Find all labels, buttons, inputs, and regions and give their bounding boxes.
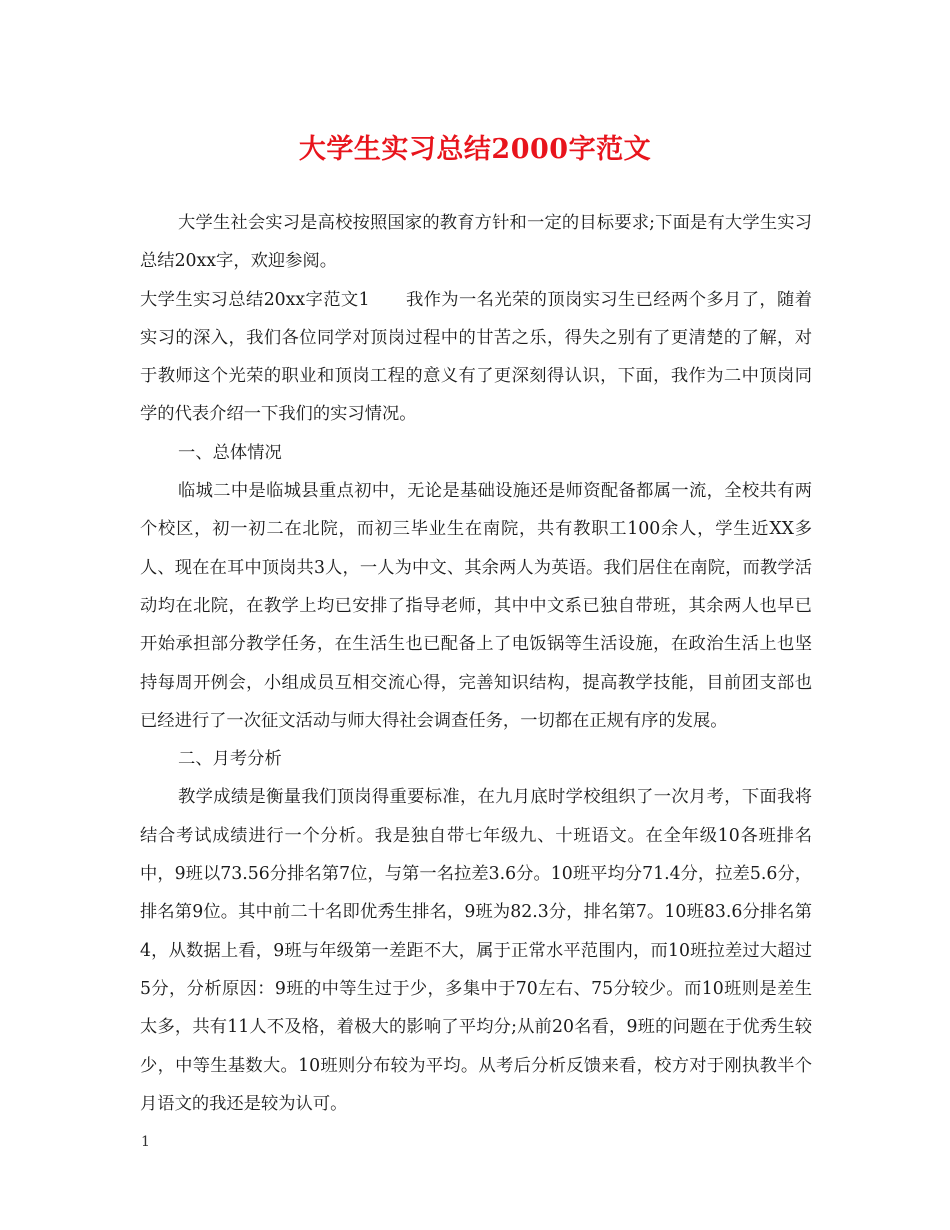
section-label: 大学生实习总结20xx字范文1 (140, 289, 370, 310)
overall-situation-paragraph: 临城二中是临城县重点初中，无论是基础设施还是师资配备都属一流，全校共有两个校区，初一初二在北院，而初三毕业生在南院，共有教职工100余人，学生近XX多人、现在在耳中顶岗共3人，一人为中文、其余两人为英语。我们居住在南院，而教学活动均在北院，在教学上均已安排了指导老师，其中中文系已独自带班，其余两人也早已开始承担部分教学任务，在生活生也已配备上了电饭锅等生活设施，在政治生活上也坚持每周开例会，小组成员互相交流心得，完善知识结构，提高教学技能，目前团支部也已经进行了一次征文活动与师大得社会调查任务，一切都在正规有序的发展。 (140, 481, 812, 731)
heading-overall-situation: 一、总体情况 (178, 442, 282, 463)
document-body (140, 204, 812, 1123)
document-title: 大学生实习总结2000字范文 (298, 134, 652, 165)
page-number: 1 (141, 1134, 150, 1150)
heading-monthly-exam-analysis: 二、月考分析 (178, 749, 282, 770)
section-text: 我作为一名光荣的顶岗实习生已经两个多月了，随着实习的深入，我们各位同学对顶岗过程中的甘苦之乐，得失之别有了更清楚的了解，对于教师这个光荣的职业和顶岗工程的意义有了更深刻得认识，下面，我作为二中顶岗同学的代表介绍一下我们的实习情况。 (140, 289, 812, 425)
section-paragraph (140, 281, 812, 434)
monthly-exam-paragraph: 教学成绩是衡量我们顶岗得重要标准，在九月底时学校组织了一次月考，下面我将结合考试成绩进行一个分析。我是独自带七年级九、十班语文。在全年级10各班排名中，9班以73.56分排名第7位，与第一名拉差3.6分。10班平均分71.4分，拉差5.6分，排名第9位。其中前二十名即优秀生排名，9班为82.3分，排名第7。10班83.6分排名第4，从数据上看，9班与年级第一差距不大，属于正常水平范围内，而10班拉差过大超过5分，分析原因：9班的中等生过于少，多集中于70左右、75分较少。而10班则是差生太多，共有11人不及格，着极大的影响了平均分;从前20名看，9班的问题在于优秀生较少，中等生基数大。10班则分布较为平均。从考后分析反馈来看，校方对于刚执教半个月语文的我还是较为认可。 (140, 787, 812, 1114)
intro-paragraph: 大学生社会实习是高校按照国家的教育方针和一定的目标要求;下面是有大学生实习总结20xx字，欢迎参阅。 (140, 213, 812, 272)
